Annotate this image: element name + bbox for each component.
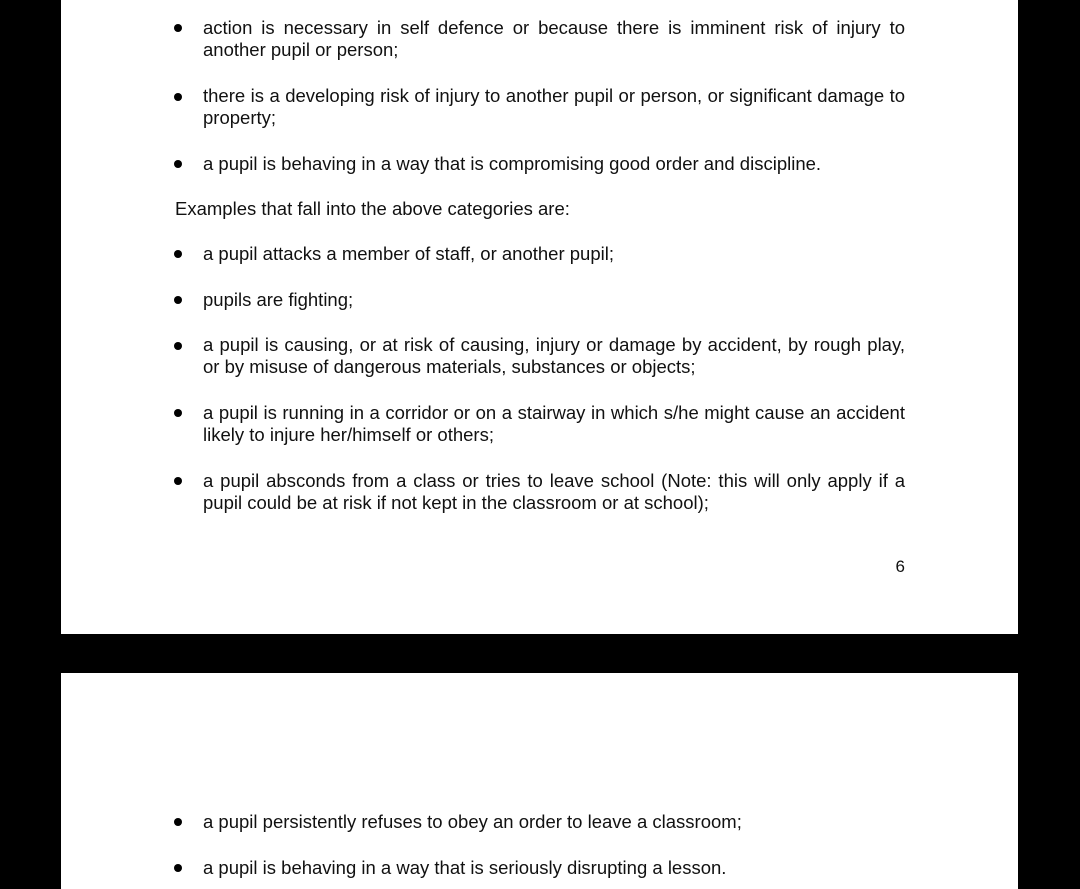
bullet-icon <box>174 250 182 258</box>
bullet-icon <box>174 342 182 350</box>
bullet-icon <box>174 864 182 872</box>
document-page-6 <box>61 0 1018 634</box>
page-number: 6 <box>895 557 905 576</box>
list-item: a pupil attacks a member of staff, or another pupil; <box>203 243 614 264</box>
bullet-icon <box>174 818 182 826</box>
bullet-icon <box>174 296 182 304</box>
list-item: action is necessary in self defence or because there is imminent risk of injury to another pupil or person; <box>203 17 905 60</box>
list-item: a pupil is behaving in a way that is compromising good order and discipline. <box>203 153 822 174</box>
list-item: a pupil absconds from a class or tries to leave school (Note: this will only apply if a pupil could be at risk if not kept in the classroom or at school); <box>203 470 905 513</box>
bullet-icon <box>174 93 182 101</box>
bullet-icon <box>174 24 182 32</box>
list-item: a pupil is running in a corridor or on a stairway in which s/he might cause an accident likely to injure her/himself or others; <box>203 402 905 445</box>
list-item: a pupil is behaving in a way that is seriously disrupting a lesson. <box>203 857 727 878</box>
document-page-7 <box>61 673 1018 889</box>
bullet-icon <box>174 477 182 485</box>
bullet-icon <box>174 160 182 168</box>
list-item: a pupil is causing, or at risk of causing, injury or damage by accident, by rough play, or by misuse of dangerous materials, substances or objects; <box>203 334 905 377</box>
examples-heading: Examples that fall into the above categories are: <box>175 198 570 219</box>
list-item: pupils are fighting; <box>203 289 354 310</box>
list-item: a pupil persistently refuses to obey an order to leave a classroom; <box>203 811 742 832</box>
bullet-icon <box>174 409 182 417</box>
list-item: there is a developing risk of injury to another pupil or person, or significant damage to property; <box>203 85 905 128</box>
